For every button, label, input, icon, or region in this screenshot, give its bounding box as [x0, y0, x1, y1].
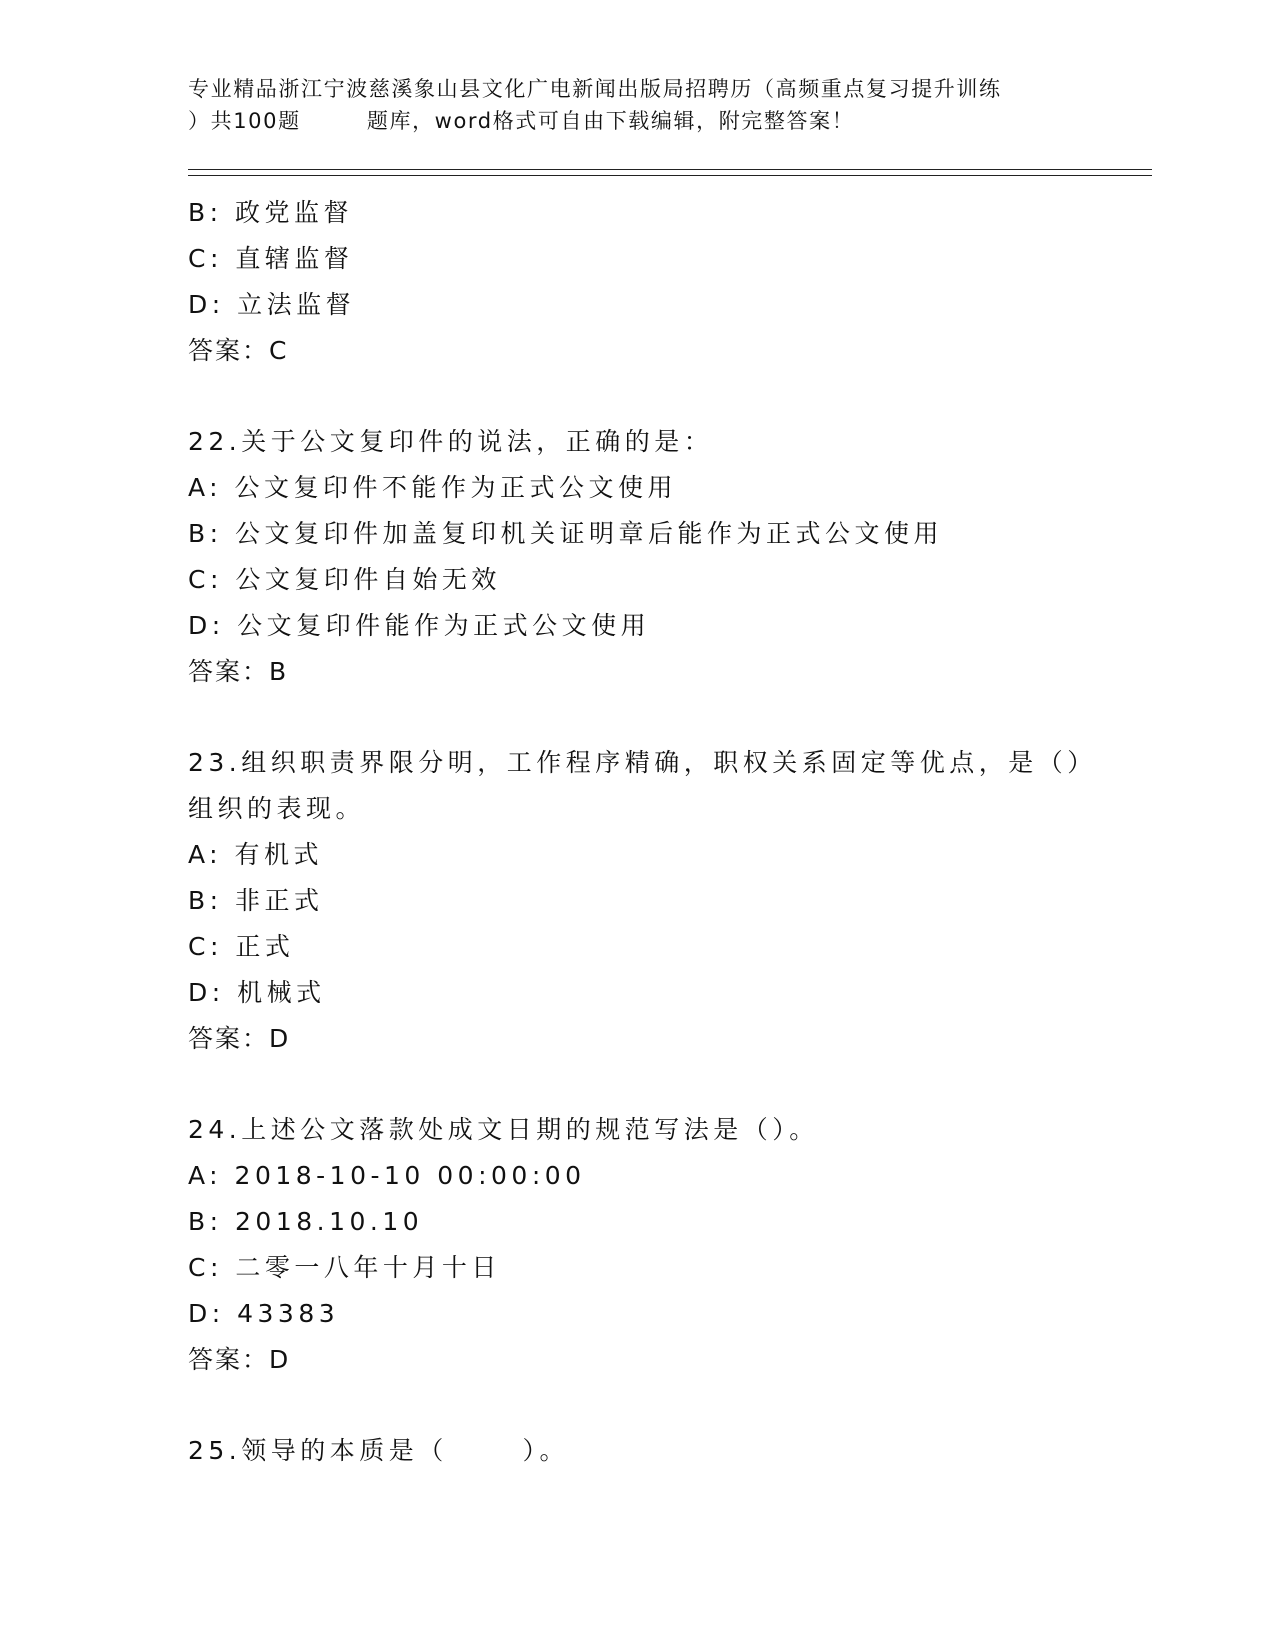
- option-c: C: 二零一八年十月十日: [188, 1253, 501, 1282]
- question-text-line2: 组织的表现。: [188, 794, 366, 823]
- option-c: C: 公文复印件自始无效: [188, 565, 501, 594]
- option-b: B: 2018.10.10: [188, 1207, 424, 1236]
- option-b: B: 非正式: [188, 886, 324, 915]
- answer-line: 答案：D: [188, 1024, 291, 1053]
- answer-line: 答案：C: [188, 336, 289, 365]
- question-text-line1: 23.组织职责界限分明，工作程序精确，职权关系固定等优点，是（）: [188, 748, 1097, 777]
- question-text: 24.上述公文落款处成文日期的规范写法是（）。: [188, 1115, 819, 1144]
- option-b: B: 公文复印件加盖复印机关证明章后能作为正式公文使用: [188, 519, 944, 548]
- option-a: A: 公文复印件不能作为正式公文使用: [188, 473, 678, 502]
- option-a: A: 有机式: [188, 840, 324, 869]
- option-d: D: 立法监督: [188, 290, 356, 319]
- answer-line: 答案：D: [188, 1345, 291, 1374]
- question-list: [188, 190, 1148, 1474]
- option-c: C: 直辖监督: [188, 244, 354, 273]
- answer-line: 答案：B: [188, 657, 289, 686]
- option-a: A: 2018-10-10 00:00:00: [188, 1161, 586, 1190]
- question-22: [188, 419, 1148, 695]
- question-text: 25.领导的本质是（ ）。: [188, 1436, 569, 1465]
- header-divider-bottom: [188, 175, 1152, 176]
- header-divider-top: [188, 169, 1152, 170]
- question-23: [188, 740, 1148, 1062]
- option-d: D: 公文复印件能作为正式公文使用: [188, 611, 651, 640]
- option-b: B: 政党监督: [188, 198, 354, 227]
- header-title-line1: 专业精品浙江宁波慈溪象山县文化广电新闻出版局招聘历（高频重点复习提升训练: [188, 77, 1002, 101]
- question-25: [188, 1428, 1148, 1474]
- header-title-line2: ）共100题 题库，word格式可自由下载编辑，附完整答案！: [188, 109, 855, 133]
- option-d: D: 机械式: [188, 978, 326, 1007]
- page-header: [188, 73, 1118, 137]
- question-24: [188, 1107, 1148, 1383]
- option-c: C: 正式: [188, 932, 295, 961]
- option-d: D: 43383: [188, 1299, 340, 1328]
- question-text: 22.关于公文复印件的说法，正确的是：: [188, 427, 714, 456]
- question-21-tail: [188, 190, 1148, 374]
